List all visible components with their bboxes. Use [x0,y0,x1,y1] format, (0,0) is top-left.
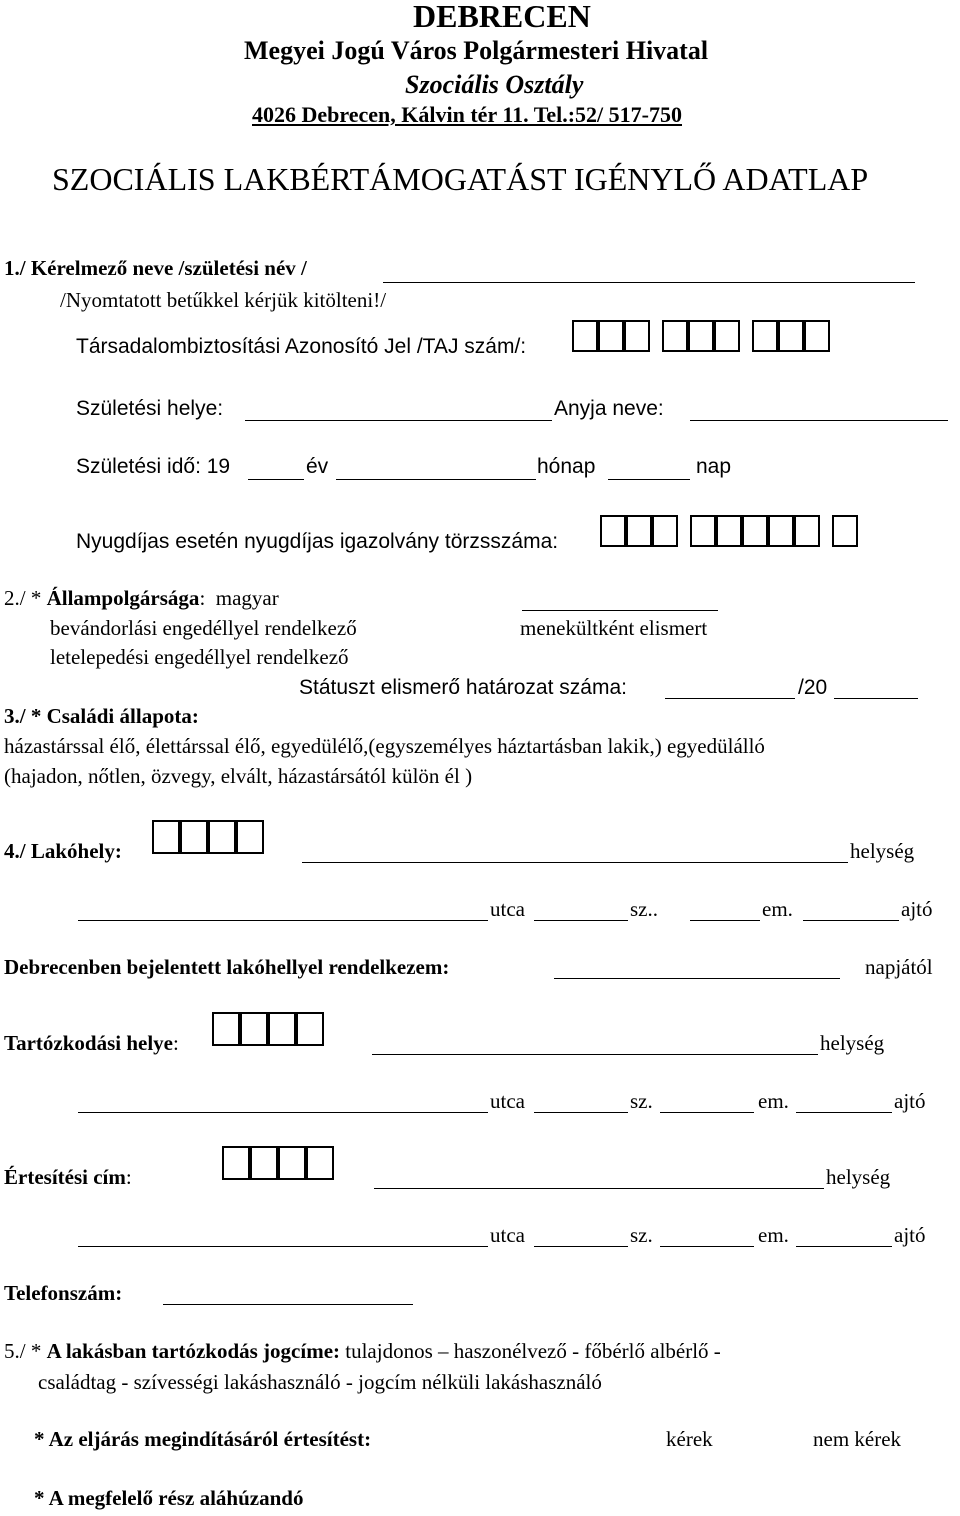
notification-yes[interactable]: kérek [666,1427,713,1451]
notify-label: Értesítési cím [4,1165,126,1189]
taj-box[interactable] [778,320,804,352]
pension-box[interactable] [690,515,716,547]
stay-floor-label: em. [758,1089,789,1113]
residence-door-label: ajtó [901,897,933,921]
notification-no[interactable]: nem kérek [813,1427,902,1451]
stay-house-label: sz. [630,1089,653,1113]
birth-month-line[interactable] [336,479,536,480]
residence-house-label: sz.. [630,897,658,921]
day-label: nap [696,455,732,478]
phone-label: Telefonszám: [4,1281,123,1305]
residence-street-line[interactable] [78,920,488,921]
pension-box[interactable] [794,515,820,547]
postcode-box[interactable] [306,1146,334,1180]
pension-box[interactable] [716,515,742,547]
stay-label: Tartózkodási helye [4,1031,173,1055]
postcode-box[interactable] [208,820,236,854]
notify-town-label: helység [826,1165,891,1189]
notify-door-line[interactable] [796,1246,892,1247]
citizenship-hungarian[interactable]: magyar [215,586,279,610]
notify-town-line[interactable] [374,1188,824,1189]
taj-box[interactable] [752,320,778,352]
footnote: * A megfelelő rész aláhúzandó [34,1486,304,1510]
postcode-box[interactable] [240,1012,268,1046]
stay-postcode-boxes[interactable] [212,1012,324,1046]
pension-box[interactable] [652,515,678,547]
postcode-box[interactable] [278,1146,306,1180]
residence-floor-line[interactable] [690,920,760,921]
postcode-box[interactable] [296,1012,324,1046]
notify-colon: : [125,1165,132,1189]
taj-box[interactable] [624,320,650,352]
pension-box[interactable] [600,515,626,547]
notify-street-line[interactable] [78,1246,488,1247]
stay-house-line[interactable] [534,1112,628,1113]
citizenship-refugee[interactable]: menekültként elismert [520,616,708,640]
stay-town-label: helység [820,1031,885,1055]
year-label: év [306,455,329,478]
postcode-box[interactable] [268,1012,296,1046]
pension-box[interactable] [768,515,794,547]
pension-id-boxes[interactable] [600,515,858,547]
phone-line[interactable] [163,1304,413,1305]
stay-street-label: utca [490,1089,525,1113]
postcode-box[interactable] [236,820,264,854]
postcode-box[interactable] [180,820,208,854]
stay-door-line[interactable] [796,1112,892,1113]
citizenship-immigrant[interactable]: bevándorlási engedéllyel rendelkező [50,616,357,640]
pension-box[interactable] [626,515,652,547]
taj-box[interactable] [662,320,688,352]
birthplace-line[interactable] [245,420,552,421]
taj-box[interactable] [714,320,740,352]
residence-door-line[interactable] [803,920,899,921]
status-decision-year-line[interactable] [834,698,918,699]
residence-postcode-boxes[interactable] [152,820,264,854]
marital-status-options-2[interactable]: (hajadon, nőtlen, özvegy, elvált, házastársától külön él ) [4,764,473,788]
month-label: hónap [537,455,596,478]
taj-box[interactable] [572,320,598,352]
stay-floor-line[interactable] [660,1112,754,1113]
notify-postcode-boxes[interactable] [222,1146,334,1180]
residence-floor-label: em. [762,897,793,921]
notification-label: * Az eljárás megindításáról értesítést: [34,1427,372,1451]
header-address: 4026 Debrecen, Kálvin tér 11. Tel.:52/ 517-750 [252,102,682,127]
marital-status-options-1[interactable]: házastárssal élő, élettárssal élő, egyedülélő,(egyszemélyes háztartásban lakik,) egyedülálló [4,734,765,758]
print-note: /Nyomtatott betűkkel kérjük kitölteni!/ [60,288,387,312]
status-decision-year-label: /20 [798,676,828,699]
residence-town-label: helység [850,839,915,863]
birth-year-line[interactable] [248,479,304,480]
postcode-box[interactable] [152,820,180,854]
header-city: DEBRECEN [413,0,591,34]
residence-town-line[interactable] [302,862,848,863]
tenure-label: A lakásban tartózkodás jogcíme: [46,1339,341,1363]
marital-status-label: 3./ * Családi állapota: [4,704,199,728]
notify-door-label: ajtó [894,1223,926,1247]
pension-box[interactable] [742,515,768,547]
taj-box[interactable] [598,320,624,352]
notify-floor-line[interactable] [660,1246,754,1247]
residence-street-label: utca [490,897,525,921]
stay-town-line[interactable] [372,1054,818,1055]
birthplace-label: Születési helye: [76,397,224,420]
pension-id-label: Nyugdíjas esetén nyugdíjas igazolvány törzsszáma: [76,530,559,553]
status-decision-number-line[interactable] [665,698,795,699]
registered-residence-date-line[interactable] [554,978,840,979]
notify-house-line[interactable] [534,1246,628,1247]
notify-floor-label: em. [758,1223,789,1247]
citizenship-settled[interactable]: letelepedési engedéllyel rendelkező [50,645,349,669]
taj-label: Társadalombiztosítási Azonosító Jel /TAJ szám/: [76,335,527,358]
citizenship-colon: : [199,586,206,610]
postcode-box[interactable] [222,1146,250,1180]
tenure-options-1[interactable]: tulajdonos – haszonélvező - főbérlő albérlő - [345,1339,721,1363]
notify-house-label: sz. [630,1223,653,1247]
registered-residence-label: Debrecenben bejelentett lakóhellyel rendelkezem: [4,955,450,979]
stay-colon: : [172,1031,179,1055]
registered-residence-suffix: napjától [865,955,933,979]
birth-day-line[interactable] [608,479,690,480]
citizenship-row [4,588,279,609]
stay-row [4,1033,179,1054]
tenure-row [4,1341,721,1362]
header-office: Megyei Jogú Város Polgármesteri Hivatal [244,36,709,65]
residence-house-line[interactable] [534,920,628,921]
postcode-box[interactable] [250,1146,278,1180]
citizenship-label: Állampolgársága [46,586,200,610]
header-department: Szociális Osztály [405,70,584,99]
taj-box[interactable] [804,320,830,352]
birthdate-label: Születési idő: 19 [76,455,231,478]
applicant-name-label: 1./ Kérelmező neve /születési név / [4,256,307,280]
tenure-prefix: 5./ * [4,1339,42,1363]
form-title: SZOCIÁLIS LAKBÉRTÁMOGATÁST IGÉNYLŐ ADATLAP [52,161,869,197]
stay-door-label: ajtó [894,1089,926,1113]
residence-label: 4./ Lakóhely: [4,839,122,863]
postcode-box[interactable] [212,1012,240,1046]
citizenship-other-line[interactable] [522,610,718,611]
taj-boxes[interactable] [572,320,830,352]
citizenship-prefix: 2./ * [4,586,42,610]
tenure-options-2[interactable]: családtag - szívességi lakáshasználó - jogcím nélküli lakáshasználó [38,1370,602,1394]
status-decision-label: Státuszt elismerő határozat száma: [299,676,627,699]
applicant-name-line[interactable] [383,282,915,283]
mother-name-line[interactable] [690,420,948,421]
pension-box[interactable] [832,515,858,547]
notify-street-label: utca [490,1223,525,1247]
mother-name-label: Anyja neve: [554,397,664,420]
stay-street-line[interactable] [78,1112,488,1113]
notify-row [4,1167,132,1188]
taj-box[interactable] [688,320,714,352]
